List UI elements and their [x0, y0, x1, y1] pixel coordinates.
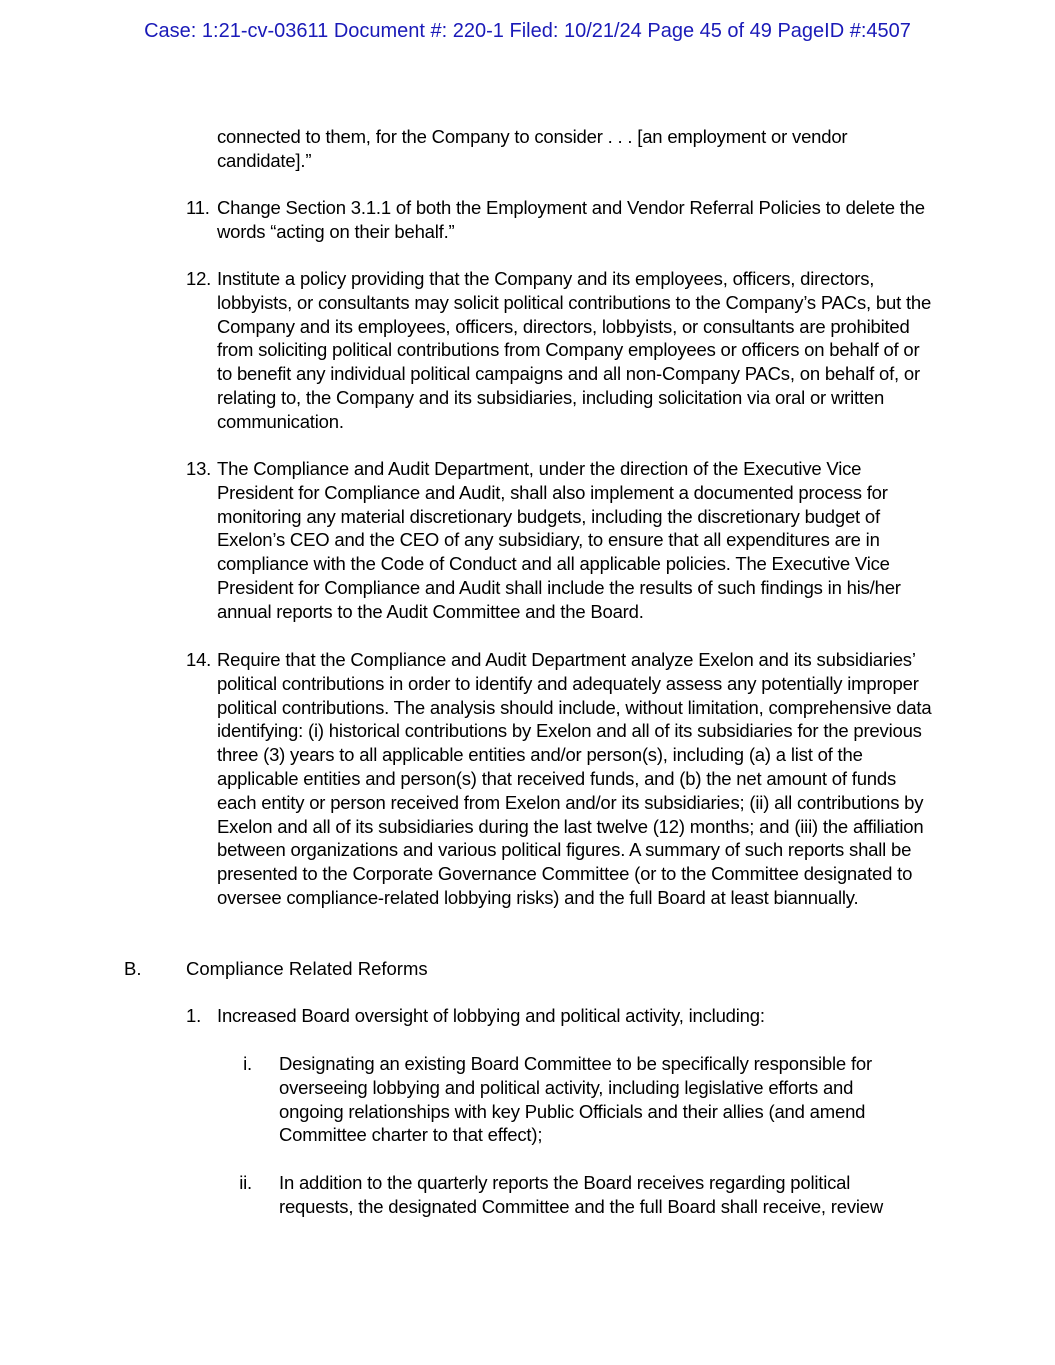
item-text: Increased Board oversight of lobbying and political activity, including: — [217, 1005, 765, 1026]
continuation-paragraph: connected to them, for the Company to consider . . . [an employment or vendor candidate].” — [217, 126, 848, 171]
list-item-14 — [186, 648, 936, 910]
subitem-text: In addition to the quarterly reports the Board receives regarding political requests, the designated Committee and the full Board shall receive, review — [279, 1172, 884, 1217]
item-number: 1. — [186, 1005, 202, 1026]
section-b-item-1 — [186, 1004, 936, 1028]
list-item-13 — [186, 457, 936, 624]
list-item-12 — [186, 267, 936, 434]
subitem-ii — [222, 1171, 922, 1219]
section-letter: B. — [124, 958, 142, 979]
section-title: Compliance Related Reforms — [186, 958, 428, 979]
list-item-11 — [186, 196, 936, 244]
item-text: The Compliance and Audit Department, under the direction of the Executive Vice President for Compliance and Audit, shall also implement a documented process for monitoring any material discretionary budgets, including the discretionary budget of Exelon’s CEO and the CEO of any subsidiary, to ensure that all expenditures are in compliance with the Code of Conduct and all applicable policies. The Executive Vice President for Compliance and Audit shall include the results of such findings in his/her annual reports to the Audit Committee and the Board. — [217, 458, 901, 622]
subitem-text: Designating an existing Board Committee to be specifically responsible for overseeing lobbying and political activity, including legislative efforts and ongoing relationships with key Public Officials and their allies (and amend Committee charter to that effect); — [279, 1053, 872, 1146]
item-number: 11. — [186, 197, 210, 218]
item-number: 14. — [186, 649, 212, 670]
subitem-numeral: ii. — [239, 1172, 252, 1193]
item-number: 12. — [186, 268, 212, 289]
item-text: Change Section 3.1.1 of both the Employment and Vendor Referral Policies to delete the words “acting on their behalf.” — [217, 197, 925, 242]
item-text: Institute a policy providing that the Company and its employees, officers, directors, lobbyists, or consultants may solicit political contributions to the Company’s PACs, but the Company and its employees, officers, directors, lobbyists, or consultants are prohibited from soliciting political contributions from Company employees or officers on behalf of or to benefit any individual political campaigns and all non-Company PACs, on behalf of, or relating to, the Company and its subsidiaries, including solicitation via oral or written communication. — [217, 268, 932, 432]
case-header: Case: 1:21-cv-03611 Document #: 220-1 Filed: 10/21/24 Page 45 of 49 PageID #:4507 — [144, 20, 911, 42]
subitem-numeral: i. — [243, 1053, 252, 1074]
item-number: 13. — [186, 458, 212, 479]
item-text: Require that the Compliance and Audit Department analyze Exelon and its subsidiaries’ political contributions in order to identify and adequately assess any potentially improper political contributions. The analysis should include, without limitation, comprehensive data identifying: (i) historical contributions by Exelon and all of its subsidiaries for the previous three (3) years to all applicable entities and/or person(s), including (a) a list of the applicable entities and person(s) that received funds, and (b) the net amount of funds each entity or person received from Exelon and/or its subsidiaries; (ii) all contributions by Exelon and all of its subsidiaries during the last twelve (12) months; and (iii) the affiliation between organizations and various political figures. A summary of such reports shall be presented to the Corporate Governance Committee (or to the Committee designated to oversee compliance-related lobbying risks) and the full Board at least biannually. — [217, 649, 932, 908]
subitem-i — [222, 1052, 922, 1147]
